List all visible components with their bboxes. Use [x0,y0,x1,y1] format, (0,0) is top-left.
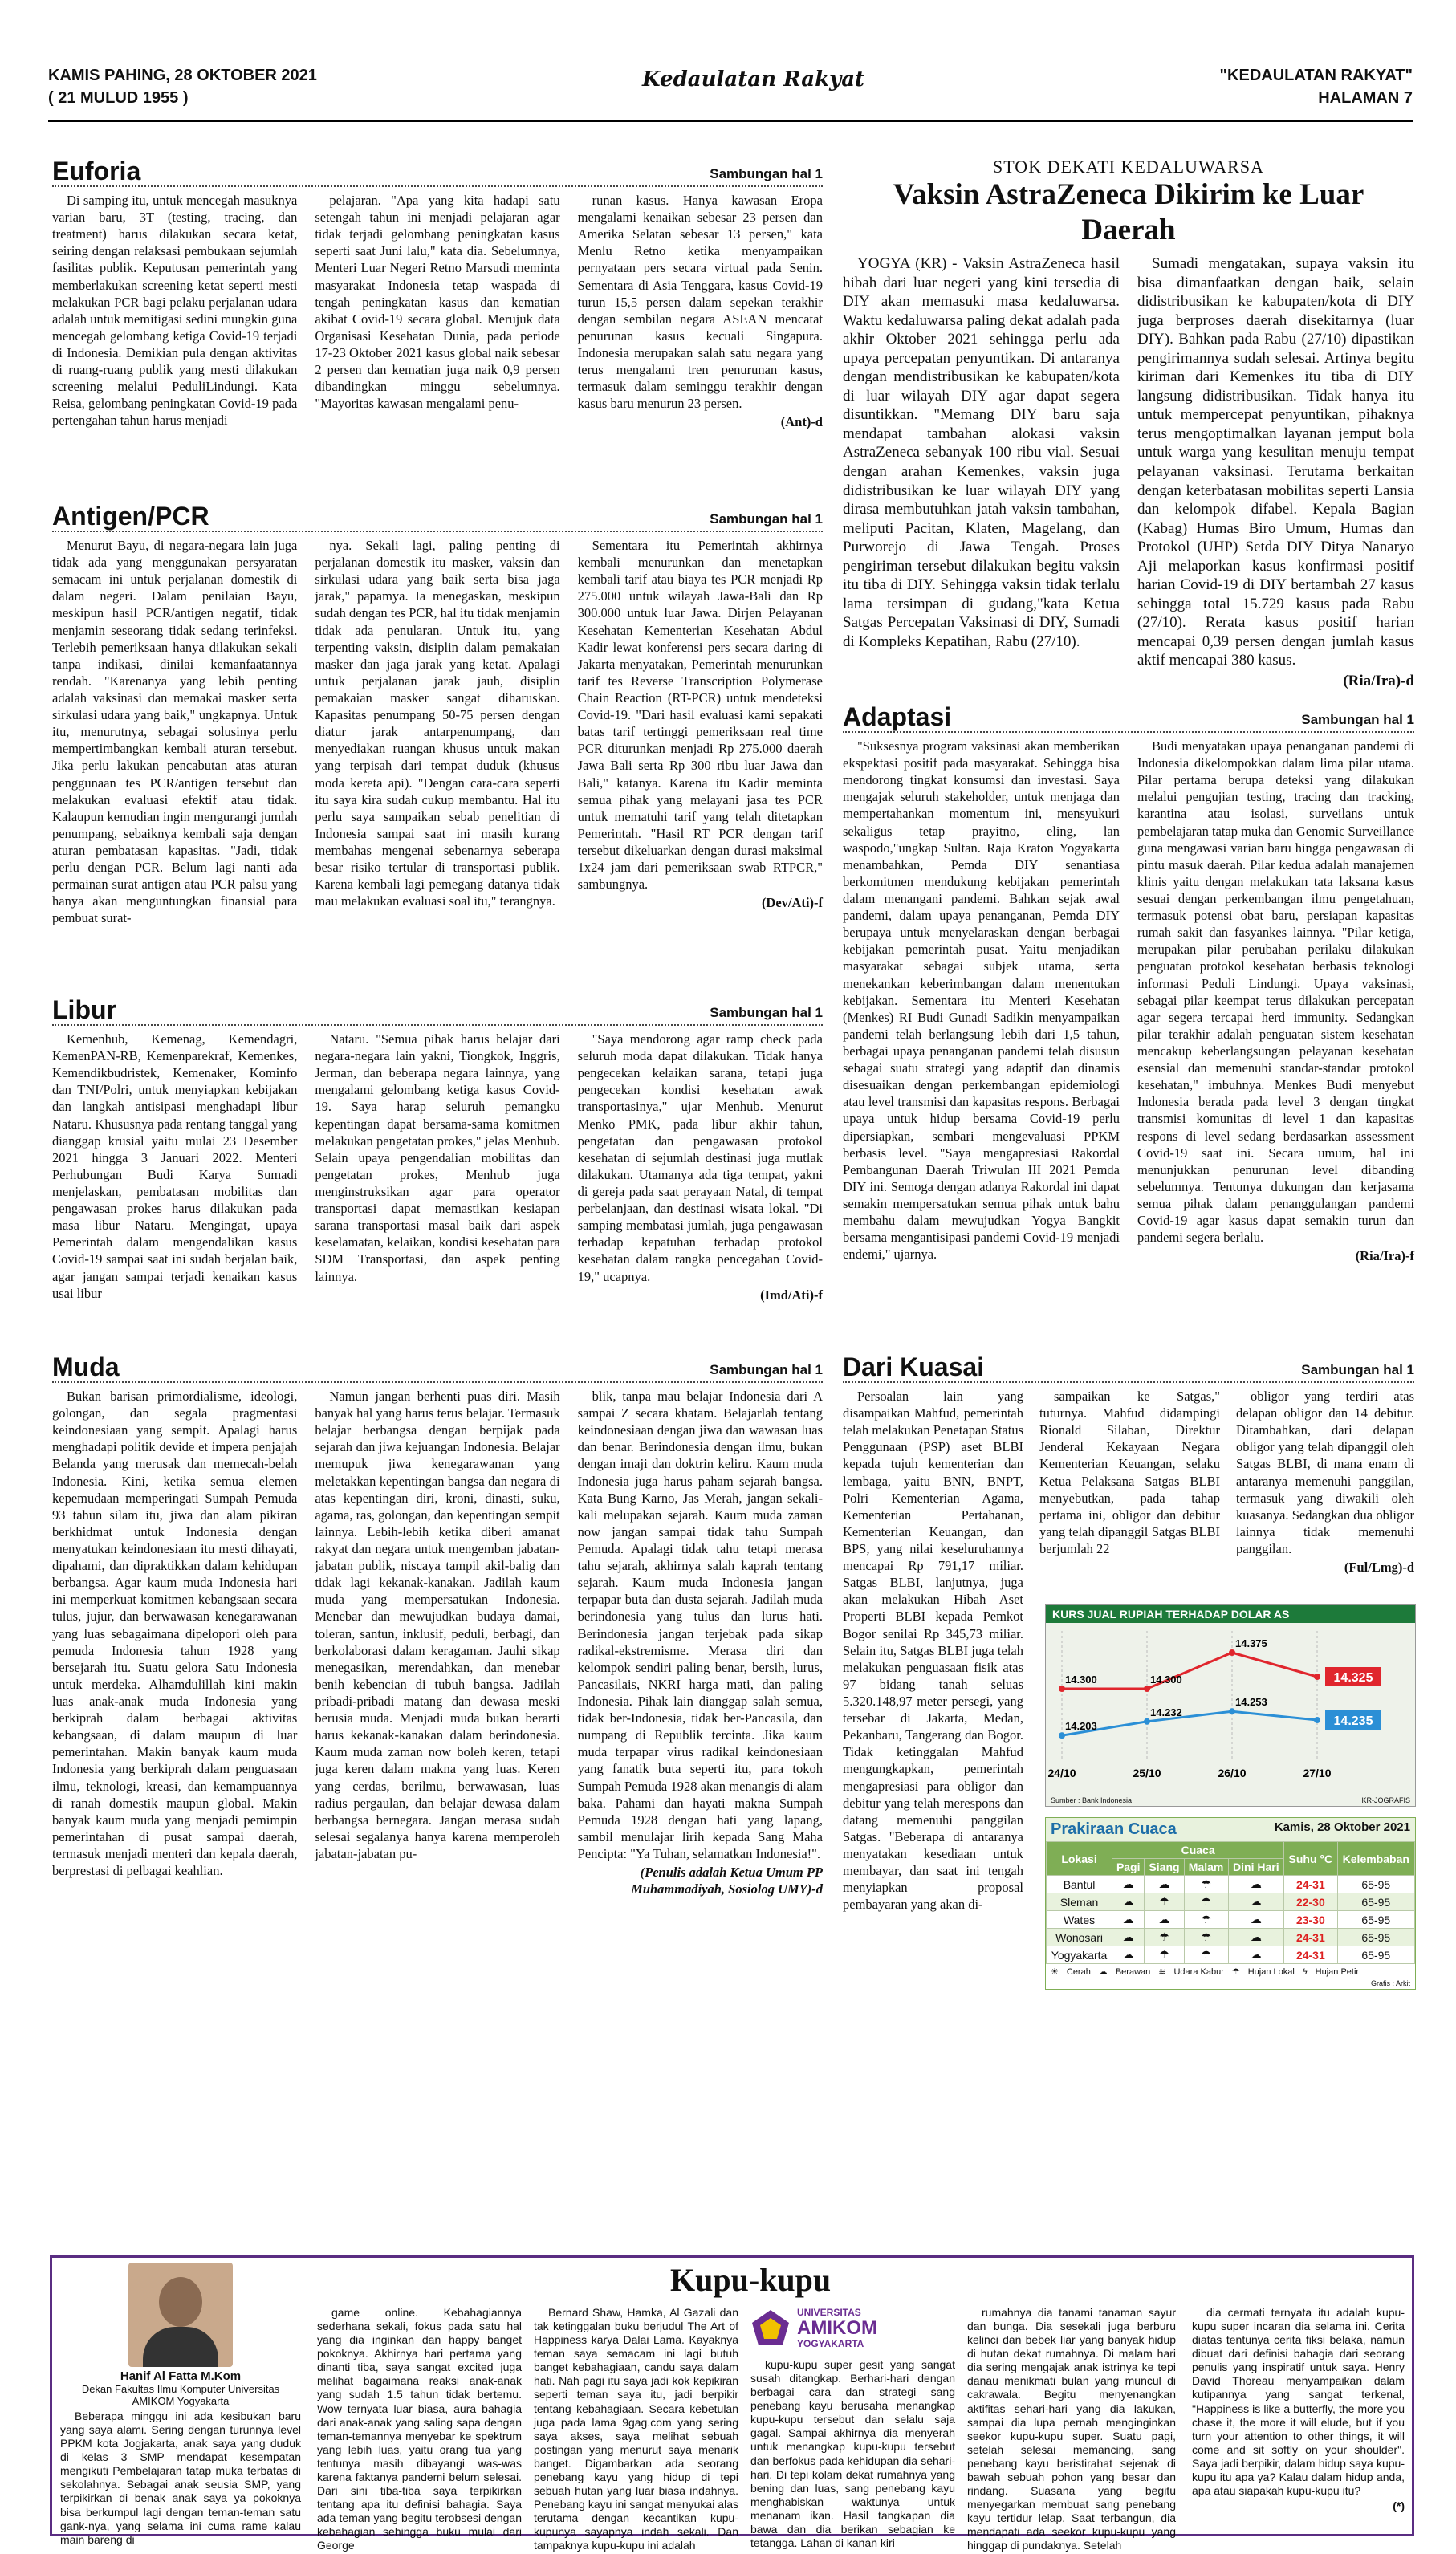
column [1192,2306,1405,2513]
chart-credit: KR-JOGRAFIS [1361,1796,1410,1804]
javanese-date-line: ( 21 MULUD 1955 ) [48,89,189,107]
byline: (Dev/Ati)-f [761,895,823,911]
column [843,738,1120,1264]
location-cell: Wates [1047,1911,1112,1929]
paragraph: Namun jangan berhenti puas diri. Masih banyak hal yang harus terus belajar. Termasuk belajar berbangsa dengan berpijak pada sejarah dan jiwa kejuangan Indonesia. Belajar memupuk jiwa kenegarawanan yang meletakkan kepentingan bangsa dan negara di atas kepentingan diri, kroni, dinasti, suku, agama, ras, golongan, dan kepentingan sempit lainnya. Lebih-lebih ketika diberi amanat rakyat dan negara untuk mengemban jabatan-jabatan publik, niscaya tampil akil-balig dan tidak lagi kekanak-kanakan. Jadilah kaum muda yang mempersatukan Indonesia. Menebar dan mewujudkan budaya damai, toleran, santun, inklusif, peduli, berbagi, dan berkolaborasi dalam keragaman. Jauhi sikap menegasikan, merendahkan, dan menebar benih kebencian di tubuh bangsa. Jadilah pribadi-pribadi matang dan dewasa meski berusia muda. Menjadi muda bukan berarti harus kekanak-kanakan dalam berindonesia. Kaum muda zaman now boleh keren, tetapi juga keren dalam makna yang luas. Keren yang cerdas, berilmu, berwawasan, luas radius pergaulan, dan belajar dewasa dalam berbangsa bernegara. Jangan merasa sudah selesai segalanya hanya karena memperoleh jabatan-jabatan pu- [315,1389,560,1861]
x-tick-label: 24/10 [1047,1767,1076,1779]
column [750,2358,955,2552]
author-role: Dekan Fakultas Ilmu Komputer Universitas AMIKOM Yogyakarta [81,2383,280,2407]
cloud-icon: ☁ [1228,1929,1284,1946]
rain-icon: ☂ [1184,1929,1228,1946]
section-header [52,995,823,1026]
rain-icon: ☂ [1184,1893,1228,1911]
header-malam: Malam [1184,1859,1228,1876]
masthead-date [48,64,317,109]
header-siang: Siang [1145,1859,1184,1876]
paragraph: Kemenhub, Kemenag, Kemendagri, KemenPAN-RB, Kemenparekraf, Kemenkes, Kemendikbudristek, Kemenaker, Kominfo dan TNI/Polri, untuk menyiapkan kebijakan dan langkah antisipasi menghadapi libur Nataru. Khususnya pada rentang tanggal yang dianggap krusial yaitu mulai 23 Desember 2021 hingga 3 Januari 2022. Menteri Perhubungan Budi Karya Sumadi menjelaskan, pembatasan mobilitas dan pengawasan prokes harus dilakukan pada masa libur Nataru. Mengingat, upaya Pemerintah dalam mengendalikan kasus Covid-19 sampai saat ini sudah berjalan baik, agar jangan sampai terjadi kenaikan kasus usai libur [52,1031,298,1301]
weather-forecast [1045,1817,1416,1990]
data-label: 14.300 [1065,1674,1097,1686]
column [843,254,1120,691]
author-name: Hanif Al Fatta M.Kom [120,2369,242,2383]
temp-cell: 22-30 [1284,1893,1337,1911]
header-pagi: Pagi [1112,1859,1145,1876]
article-euforia [52,157,823,431]
continued-label: Sambungan hal 1 [710,1362,823,1377]
continued-label: Sambungan hal 1 [710,166,823,181]
data-point [1059,1686,1065,1692]
rain-icon: ☂ [1231,1967,1240,1977]
paragraph: Menurut Bayu, di negara-negara lain juga tidak ada yang menggunakan persyaratan semacam ini untuk perjalanan domestik di dalam negeri. Dalam penilaian Bayu, meskipun hasil PCR/antigen negatif, tidak menjamin seseorang tidak sedang terinfeksi. Terlebih pemeriksaan hanya dilakukan sekali tanpa indikasi, dinilai kemanfaatannya rendah. "Karenanya yang lebih penting adalah vaksinasi dan memakai masker serta sirkulasi udara yang baik," ungkapnya. Untuk itu, menurutnya, sebagai solusinya perlu mempertimbangkan kembali aturan tersebut. Jika perlu lakukan pencabutan atas aturan penggunaan tes PCR/antigen tersebut dan melakukan evaluasi efektif atau tidak. Kalaupun kemudian ingin mengurangi jumlah penumpang, sebaiknya kembali saja dengan aturan pembatasan kapasitas. "Jadi, tidak perlu dengan PCR. Belum lagi nanti ada permainan surat antigen atau PCR palsu yang hanya akan menguntungkan finansial para pembuat surat- [52,538,298,926]
byline: (*) [1393,2499,1405,2513]
section-header [52,1352,823,1383]
location-cell: Bantul [1047,1876,1112,1893]
cloud-icon: ☁ [1228,1876,1284,1893]
kurs-chart [1045,1604,1416,1807]
section-title: Libur [52,995,116,1024]
paragraph: sampaikan ke Satgas," tuturnya. Mahfud didampingi Rionald Silaban, Direktur Jenderal Kekayaan Negara Kementerian Keuangan, selaku Ketua Pelaksana Satgas BLBI menyebutkan, pada tahap pertama ini, obligor dan debitur yang telah dipanggil Satgas BLBI berjumlah 22 [1039,1389,1220,1556]
page-number: HALAMAN 7 [1318,89,1413,107]
column [1039,1388,1220,1559]
legend-item: Hujan Lokal [1247,1966,1295,1977]
data-label: 14.203 [1065,1720,1097,1733]
column [52,192,297,431]
legend-item: Cerah [1066,1966,1091,1977]
continued-label: Sambungan hal 1 [710,511,823,527]
column [60,2410,301,2547]
humidity-cell: 65-95 [1337,1893,1414,1911]
cloud-icon: ☁ [1145,1911,1184,1929]
paragraph: Persoalan lain yang disampaikan Mahfud, pemerintah telah melakukan Penetapan Status Penggunaan (PSP) aset BLBI kepada tujuh kementerian dan lembaga, yaitu BNN, BNPT, Polri Kementerian Agama, Kementerian Pertahanan, Kementerian Keuangan, dan BPS, yang nilai keseluruhannya mencapai Rp 791,17 miliar. Satgas BLBI, lanjutnya, juga akan melakukan Hibah Aset Properti BLBI kepada Pemkot Bogor senilai Rp 345,73 miliar. Selain itu, Satgas BLBI juga telah melakukan penguasaan fisik atas 97 bidang tanah seluas 5.320.148,97 meter persegi, yang tersebar di Jakarta, Medan, Pekanbaru, Tangerang dan Bogor. Tidak ketinggalan Mahfud mengungkapkan, pemerintah mengapresiasi para obligor dan debitur yang telah merespons dan datang memenuhi panggilan Satgas. "Beberapa di antaranya menyatakan kesediaan untuk membayar, dan saat ini tengah menyiapkan proposal pembayaran yang akan di- [843,1389,1023,1913]
column [52,1031,297,1303]
paragraph: nya. Sekali lagi, paling penting di perjalanan domestik itu masker, vaksin dan sirkulasi udara yang baik serta bisa jaga jarak," papamya. Ia menegaskan, meskipun sudah dengan tes PCR, hal itu tidak menjamin tidak ada penularan. Untuk itu, yang terpenting vaksin, disiplin dalam pemakaian masker dan jaga jarak yang ketat. Apalagi untuk perjalanan jarak jauh, disiplin pemakaian masker sangat diharuskan. Kapasitas penumpang 50-75 persen dengan diatur jarak antarpenumpang, dan menyediakan ruangan khusus untuk makan yang terpisah dari tempat duduk (khusus moda kereta api). "Dengan cara-cara seperti itu saya kira sudah cukup membantu. Hal itu perlu saya sampaikan sebab penelitian di Indonesia sampai saat ini masih kurang membahas mengenai sebenarnya seberapa besar risiko tertular di transportasi publik. Karena kembali lagi pemegang datanya tidak mau melakukan evaluasi soal itu," terangnya. [315,538,560,909]
masthead-rule [48,120,1413,122]
section-header [52,502,823,532]
humidity-cell: 65-95 [1337,1946,1414,1964]
masthead-page [1220,64,1413,109]
article-kupu-kupu [50,2255,1414,2552]
paragraph: Sementara itu Pemerintah akhirnya kembali menurunkan dan menetapkan kembali tarif atau biaya tes PCR menjadi Rp 275.000 untuk wilayah Jawa-Bali dan Rp 300.000 untuk luar Jawa. Dirjen Pelayanan Kesehatan Kementerian Kesehatan Abdul Kadir lewat konferensi pers secara daring di Jakarta menyatakan, Pemerintah menurunkan tarif tes Reverse Transcription Polymerase Chain Reaction (RT-PCR) untuk mendeteksi Covid-19. "Dari hasil evaluasi kami sepakati batas tarif tertinggi pemeriksaan real time PCR diturunkan menjadi Rp 275.000 daerah Jawa Bali serta Rp 300 ribu luar Jawa dan Bali," katanya. Karena itu Kadir meminta semua pihak yang melayani jasa tes PCR untuk mematuhi tarif yang telah ditetapkan Pemerintah. "Hasil RT PCR dengan tarif tersebut dikeluarkan dengan durasi maksimal 1x24 jam dari pemeriksaan swab RTPCR," sambungnya. [577,538,823,893]
weather-legend [1046,1964,1415,1979]
byline: (Imd/Ati)-f [760,1287,823,1303]
column [1137,254,1414,691]
paragraph: Sumadi mengatakan, supaya vaksin itu bisa dimanfaatkan dengan baik, selain didistribusikan ke kabupaten/kota di DIY juga berproses daerah disekitarnya (luar DIY). Bahkan pada Rabu (27/10) dipastikan pengirimannya sudah selesai. Artinya begitu kiriman dari Kemenkes itu tiba di DIY langsung didistribusikan. Tidak hanya itu untuk mempercepat penyuntikan, pihaknya terus mengoptimalkan layanan jemput bola untuk warga yang kesulitan menuju tempat pelayanan vaksinasi. Terutama berkaitan dengan keterbatasan mobilitas seperti Lansia dan kelompok difabel. Kepala Bagian (Kabag) Humas Biro Umum, Humas dan Protokol (UHP) Setda DIY Ditya Nanaryo Aji melaporkan kasus konfirmasi positif harian Covid-19 di DIY bertambah 27 kasus sehingga total 15.729 kasus pada Rabu (27/10). Rerata kasus positif harian mencapai 0,39 persen dengan jumlah kasus aktif mencapai 380 kasus. [1137,255,1414,669]
data-label: 14.232 [1150,1706,1182,1718]
data-label: 14.325 [1333,1671,1373,1685]
column [52,537,297,929]
cloud-icon: ☁ [1145,1876,1184,1893]
section-header [52,157,823,187]
paragraph: Nataru. "Semua pihak harus belajar dari negara-negara lain yakni, Tiongkok, Inggris, Jerman, dan beberapa negara lainnya, yang mengalami gelombang ketiga kasus Covid-19. Saya harap seluruh pemangku kepentingan dapat bersama-sama komitmen melakukan pengetatan prokes," jelas Menhub. Selain upaya pengendalian mobilitas dan pengetatan prokes, Menhub juga menginstruksikan agar para operator transportasi dapat memastikan kesiapan sarana transportasi masal baik dari aspek keselamatan, kelaikan, kondisi kesehatan para SDM Transportasi, dan aspek penting lainnya. [315,1031,560,1284]
column-title: Kupu-kupu [670,2262,832,2298]
cloud-icon: ☁ [1112,1929,1145,1946]
data-label: 14.253 [1235,1696,1267,1709]
header-humidity: Kelembaban [1337,1842,1414,1876]
column [315,192,559,431]
column [315,1388,559,1897]
logo-text: YOGYAKARTA [797,2338,864,2350]
weather-table [1046,1841,1415,1964]
paragraph: "Saya mendorong agar ramp check pada seluruh moda dapat dilakukan. Tidak hanya pengecekan kelaikan sarana, tetapi juga pengecekan kondisi kesehatan awak transportasinya," ujar Menhub. Menurut Menko PMK, pada libur akhir tahun, pengetatan dan pengawasan protokol kesehatan di sejumlah destinasi juga mutlak dilakukan. Utamanya ada tiga tempat, yakni di gereja pada saat perayaan Natal, di tempat perbelanjaan, dan destinasi wisata lokal. "Di samping membatasi jumlah, juga pengawasan terhadap kepatuhan terhadap protokol kesehatan dalam rangka pencegahan Covid-19," ucapnya. [577,1031,823,1284]
amikom-emblem-icon [750,2308,791,2349]
author-photo [128,2263,233,2367]
article-adaptasi [843,702,1414,1264]
table-row [1047,1929,1415,1946]
amikom-logo [750,2304,959,2353]
column [578,192,823,431]
temp-cell: 24-31 [1284,1946,1337,1964]
column [1236,1388,1414,1576]
rain-icon: ☂ [1184,1876,1228,1893]
date-line: KAMIS PAHING, 28 OKTOBER 2021 [48,67,317,84]
byline: (Ful/Lmg)-d [1344,1560,1414,1576]
sun-icon: ☀ [1051,1967,1059,1977]
data-point [1314,1717,1320,1723]
weather-credit: Grafis : Arkit [1370,1979,1410,1987]
legend-item: Berawan [1115,1966,1151,1977]
paragraph: "Suksesnya program vaksinasi akan memberikan ekspektasi positif pada masyarakat. Sehingga bisa mendorong tingkat konsumsi dan investasi. Saya mengajak seluruh stakeholder, untuk menjaga dan mempertahankan momentum ini, mensyukuri sekaligus tetap prayitno, eling, lan waspodo,"ungkap Sultan. Raja Kraton Yogyakarta menambahkan, Pemda DIY senantiasa berkomitmen mendukung kebijakan pemerintah dalam menangani pandemi. Bahkan sejak awal pandemi, dalam upaya penanganan, Pemda DIY berupaya untuk menyelaraskan dengan berbagai kebijakan pemerintah pusat. Yaitu menjadikan masyarakat sebagai subjek utama, serta menekankan keberimbangan dalam menentukan kebijakan. Sementara itu Menteri Kesehatan (Menkes) RI Budi Gunadi Sadikin menyampaikan pandemi telah berlangsung lebih dari 1,5 tahun, berbagai upaya penanganan pandemi telah disusun sebagai suatu strategi yang adaptif dan dinamis disesuaikan dengan perkembangan epidemiologi atau level transmisi dan kapasitas respons. Berbagai upaya untuk hidup bersama Covid-19 perlu dipersiapkan, sembari mengevaluasi PPKM berbasis level. "Saya mengapresiasi Rakordal Pembangunan Daerah Triwulan III 2021 Pemda DIY ini. Semoga dengan adanya Rakordal ini dapat semakin mempersatukan semua pihak untuk bahu membahu dalam mewujudkan Yogya Bangkit bersama mengantisipasi pandemi Covid-19 menjadi endemi," ujarnya. [843,738,1120,1263]
storm-icon: ϟ [1302,1966,1308,1977]
cloud-icon: ☁ [1112,1946,1145,1964]
paragraph: game online. Kebahagiannya sederhana sekali, fokus pada satu hal yang dia inginkan dan happy banget pokoknya. Akhirnya hari pertama yang dinanti tiba, saya sangat excited juga melihat bagaimana reaksi anak-anak yang sudah 1.5 tahun tidak bertemu. Wow ternyata luar biasa, aura bahagia dari anak-anak yang saling sapa dengan teman-temannya menyebar ke spektrum yang lebih luas, yaitu orang tua yang tentunya masih dibayangi was-was karena faktanya pandemi belum selesai. Dari sini tiba-tiba saya terpikirkan tentang apa itu definisi bahagia. Saya ada teman yang begitu terobsesi dengan kebahagian sehingga buku mulai dari George [317,2306,522,2552]
header-cuaca: Cuaca [1112,1842,1284,1859]
paragraph: rumahnya dia tanami tanaman sayur dan bunga. Dia sesekali juga berburu kelinci dan bebek liar yang banyak hidup di hutan dekat rumahnya. Di malam hari dia sering mengajak anak istrinya ke tepi danau menikmati bulan yang muncul di cakrawala. Begitu menyenangkan aktifitas sehari-hari yang dia lakukan, sampai dia lupa pernah menginginkan seekor kupu-kupu super. Suatu pagi, setelah selesai memancing, sang penebang kayu beristirahat sejenak di bawah sebuah pohon yang besar dan rindang. Suasana yang begitu menyegarkan membuat sang penebang kayu tertidur lelap. Saat terbangun, dia mendapati ada seekor kupu-kupu yang hinggap di pundaknya. Setelah [967,2306,1176,2552]
data-point [1229,1708,1235,1714]
series-line [1062,1653,1317,1689]
rain-icon: ☂ [1145,1946,1184,1964]
paragraph: runan kasus. Hanya kawasan Eropa mengalami kenaikan sebesar 23 persen dan Amerika Selatan sebesar 13 persen," kata Menlu Retno ketika menyampaikan pernyataan pers secara virtual pada Senin. Sementara di Asia Tenggara, kasus Covid-19 turun 15,5 persen dalam sepekan terakhir dengan sembilan negara ASEAN mencatat penurunan kasus kecuali Singapura. Indonesia merupakan salah satu negara yang terus mengalami tren penurunan kasus, termasuk dalam seminggu terakhir dengan kasus baru menurun 23 persen. [577,193,823,412]
article-kicker: STOK DEKATI KEDALUWARSA [993,157,1264,177]
table-row [1047,1946,1415,1964]
column [578,537,823,929]
legend-item: Hujan Petir [1315,1966,1360,1977]
data-point [1059,1732,1065,1739]
column [967,2306,1176,2554]
humidity-cell: 65-95 [1337,1876,1414,1893]
table-row [1047,1893,1415,1911]
paragraph: Di samping itu, untuk mencegah masuknya varian baru, 3T (testing, tracing, dan treatment) harus dilakukan secara ketat, seiring dengan relaksasi pembukaan sejumlah fasilitas publik. Keputusan pemerintah yang memberlakukan screening ketat seperti mesti melakukan PCR bagi pelaku perjalanan udara adalah untuk memitigasi sedini mungkin guna mencegah gelombang ketiga Covid-19 terjadi di Indonesia. Demikian pula dengan aktivitas di ruang-ruang publik yang mesti dilakukan screening melalui PeduliLindungi. Kata Reisa, gelombang peningkatan Covid-19 pada pertengahan tahun harus menjadi [52,193,298,429]
section-header [843,702,1414,733]
cloud-icon: ☁ [1228,1893,1284,1911]
rain-icon: ☂ [1145,1929,1184,1946]
paragraph: obligor yang terdiri atas delapan obligor dan 14 debitur. Ditambahkan, dari delapan obligor yang telah dipanggil oleh Satgas BLBI, di mana enam di antaranya memenuhi panggilan, termasuk yang diwakili oleh kuasanya. Sedangkan dua obligor lainnya tidak memenuhi panggilan. [1236,1389,1414,1556]
column [315,537,559,929]
temp-cell: 24-31 [1284,1876,1337,1893]
data-label: 14.300 [1150,1674,1182,1686]
weather-title: Prakiraan Cuaca [1051,1820,1177,1838]
byline: (Ant)-d [780,414,823,430]
data-label: 14.235 [1333,1714,1373,1728]
byline: (Penulis adalah Ketua Umum PP Muhammadiyah, Sosiolog UMY)-d [631,1865,823,1897]
haze-icon: ≋ [1158,1967,1166,1977]
cloud-icon: ☁ [1112,1893,1145,1911]
paragraph: Bukan barisan primordialisme, ideologi, golongan, dan segala pragmentasi keindonesiaan yang sempit. Apalagi harus menghadapi politik devide et impera penjajah Belanda yang merusak dan memecah-belah Indonesia. Kini, ketika semua elemen kepemudaan memperingati Sumpah Pemuda 93 tahun silam itu, jiwa dan alam pikiran berkhidmat untuk Indonesia dengan menyatukan keindonesiaan itu mesti dihayati, dipahami, dan dipraktikkan dalam kehidupan berbangsa. Agar kaum muda Indonesia hari ini memperkuat komitmen kebangsaan secara tulus, jujur, dan berwawasan kenegarawanan yang luas sebagaimana dipelopori oleh para pemuda Indonesia tahun 1928 yang bersejarah itu. Suatu gelora Satu Indonesia untuk merdeka. Alhamdulillah kini makin luas anak-anak muda Indonesia yang berkiprah dalam berbagai aktivitas kebangsaan, di dalam maupun di luar pemerintahan. Makin banyak kaum muda Indonesia yang berkiprah dalam penguasaan ilmu, teknologi, kreasi, dan kemampuannya di ranah domestik maupun global. Makin banyak kaum muda yang menjadi pemimpin pemerintahan di pusat sampai daerah, termasuk menjadi menteri dan kepala daerah, berprestasi di pelbagai keahlian. [52,1389,298,1879]
byline: (Ria/Ira)-f [1355,1248,1414,1264]
byline: (Ria/Ira)-d [1343,673,1414,690]
paragraph: YOGYA (KR) - Vaksin AstraZeneca hasil hibah dari luar negeri yang kini tersedia di DIY akan memasuki masa kedaluwarsa. Waktu kedaluwarsa paling dekat adalah pada akhir Oktober 2021 sehingga perlu ada upaya percepatan penyuntikan. Di antaranya dengan mendistribusikan ke kabupaten/kota di luar wilayah DIY agar dapat segera disuntikkan. "Memang DIY baru saja mendapat tambahan alokasi vaksin AstraZeneca sebanyak 100 ribu vial. Sesuai dengan arahan Kemenkes, vaksin juga didistribusikan ke luar wilayah DIY yang dirasa membutuhkan jatah vaksin tambahan, meliputi Pacitan, Klaten, Magelang, dan Purworejo di Jawa Tengah. Proses pengiriman tersebut dilakukan begitu vaksin itu tiba di DIY. Sehingga vaksin tidak terlalu lama tersimpan di gudang,"kata Ketua Satgas Percepatan Vaksinasi di DIY, Sumadi di Kompleks Kepatihan, Rabu (27/10). [843,255,1120,650]
logo-text: AMIKOM [797,2316,877,2339]
paragraph: Budi menyatakan upaya penanganan pandemi di Indonesia dikelompokkan dalam lima pilar utama. Pilar pertama berupa deteksi yang dilakukan melalui pengujian testing, tracing dan tracking, karantina atau isolasi, surveilans untuk pembelajaran tatap muka dan Genomic Surveillance guna mengawasi varian baru hingga pengawasan di pintu masuk daerah. Pilar kedua adalah manajemen klinis yaitu dengan melakukan tata laksana kasus sesuai dengan perkembangan ilmu pengetahuan, termasuk potensi obat baru, persiapan kapasitas rumah sakit dan fasyankes lainnya. "Pilar ketiga, merupakan pilar perubahan perilaku dilakukan penguatan protokol kesehatan berbasis teknologi informasi Peduli Lindungi. Upaya vaksinasi, sebagai pilar keempat terus dilakukan percepatan agar segera tercapai herd immunity. Sedangkan pilar terakhir adalah penguatan sistem kesehatan mencakup keberlangsungan pelayanan kesehatan esensial dan memenuhi standar-standar protokol kesehatan," imbuhnya. Menkes Budi menyebut Indonesia berada pada level 3 dengan tingkat transmisi komunitas di level 1 dan kapasitas respons di level sedang berdasarkan assessment Covid-19 saat ini. Secara umum, hal ini menunjukkan penurunan level dibanding sebelumnya. Tentunya dukungan dan kerjasama semua pihak dalam penanggulangan pandemi Covid-19 agar kasus dapat semakin turun dan pandemi segera berlalu. [1137,738,1414,1246]
masthead-logo: Kedaulatan Rakyat [642,67,865,92]
paragraph: dia cermati ternyata itu adalah kupu-kupu super incaran dia selama ini. Cerita diatas tentunya cerita fiksi belaka, namun dibuat dari definisi bahagia dari seorang penulis yang inspiratif untuk saya. Henry David Thoreau menyampaikan dalam kutipannya yang sangat terkenal, "Happiness is like a butterfly, the more you chase it, the more it will elude, but if you turn your attention to other things, it will come and sit softly on your shoulder". Saya jadi berpikir, dalam hidup saya kupu-kupu itu apa ya? Kalau dalam hidup anda, apa atau siapakah kupu-kupu itu? [1192,2306,1405,2498]
section-title: Antigen/PCR [52,502,209,531]
header-temp: Suhu °C [1284,1842,1337,1876]
column [843,1388,1023,1914]
paragraph: kupu-kupu super gesit yang sangat susah ditangkap. Berhari-hari dengan berbagai cara dan strategi sang penebang kayu berusaha menangkap kupu-kupu tersebut dan selalu saja gagal. Sampai akhirnya dia menyerah untuk menangkap kupu-kupu tersebut dan berfokus pada kehidupan dia sehari-hari. Di tepi kolam dekat rumahnya yang bening dan luas, sang penebang kayu menghabiskan waktunya untuk menanam ikan. Hasil tangkapan dia bawa dan dia berikan sebagian ke tetangga. Lahan di kanan kiri [750,2358,955,2550]
cloud-icon: ☁ [1098,1967,1108,1977]
column [578,1388,823,1897]
cloud-icon: ☁ [1112,1911,1145,1929]
data-point [1144,1686,1150,1692]
chart-title: KURS JUAL RUPIAH TERHADAP DOLAR AS [1046,1605,1415,1623]
column [578,1031,823,1303]
table-row [1047,1911,1415,1929]
table-row [1047,1876,1415,1893]
cloud-icon: ☁ [1228,1946,1284,1964]
section-title: Muda [52,1352,120,1381]
location-cell: Wonosari [1047,1929,1112,1946]
continued-label: Sambungan hal 1 [1301,712,1414,727]
logo-text: UNIVERSITAS [797,2306,861,2318]
data-point [1314,1674,1320,1680]
paragraph: Bernard Shaw, Hamka, Al Gazali dan tak ketinggalan buku berjudul The Art of Happiness karya Dalai Lama. Kayaknya teman saya semacam ini lagi butuh banget kebahagiaan, candu saya dalam hati. Nah pagi itu saya jadi kok kepikiran seperti teman saya itu, jadi berpikir tentang kebahagiaan. Secara kebetulan juga pada lama 9gag.com yang sering saya akses, saya melihat sebuah postingan yang menurut saya menarik banget. Digambarkan ada seorang penebang kayu yang hidup di tepi sebuah hutan yang luar biasa indahnya. Penebang kayu ini sangat menyukai alas terutama dengan kecantikan kupu-kupunya sayapnya indah sekali. Dan tampaknya kupu-kupu ini adalah [534,2306,738,2552]
article-vaksin [843,157,1414,691]
column [534,2306,738,2554]
paper-name: "KEDAULATAN RAKYAT" [1219,67,1413,84]
column [315,1031,559,1303]
temp-cell: 23-30 [1284,1911,1337,1929]
location-cell: Yogyakarta [1047,1946,1112,1964]
headline: Vaksin AstraZeneca Dikirim ke Luar Daerah [893,178,1364,246]
masthead [48,64,1413,120]
article-antigen-pcr [52,502,823,929]
column [52,1388,297,1897]
article-dari-kuasai [843,1352,1414,2263]
x-tick-label: 25/10 [1133,1767,1161,1779]
series-line [1062,1711,1317,1735]
temp-cell: 24-31 [1284,1929,1337,1946]
rain-icon: ☂ [1184,1911,1228,1929]
x-tick-label: 27/10 [1303,1767,1332,1779]
cloud-icon: ☁ [1112,1876,1145,1893]
humidity-cell: 65-95 [1337,1929,1414,1946]
section-title: Euforia [52,157,141,185]
humidity-cell: 65-95 [1337,1911,1414,1929]
article-libur [52,995,823,1303]
column [317,2306,522,2554]
rain-icon: ☂ [1145,1893,1184,1911]
section-title: Dari Kuasai [843,1352,985,1381]
chart-source: Sumber : Bank Indonesia [1051,1796,1133,1804]
section-header [843,1352,1414,1383]
header-location: Lokasi [1047,1842,1112,1876]
legend-item: Udara Kabur [1173,1966,1224,1977]
author-block [60,2263,301,2548]
location-cell: Sleman [1047,1893,1112,1911]
continued-label: Sambungan hal 1 [710,1005,823,1020]
data-point [1144,1718,1150,1725]
kurs-chart-svg [1046,1623,1413,1783]
x-tick-label: 26/10 [1218,1767,1247,1779]
data-point [1229,1649,1235,1656]
column [1137,738,1414,1264]
paragraph: pelajaran. "Apa yang kita hadapi satu setengah tahun ini menjadi pelajaran agar tidak terjadi gelombang peningkatan kasus seperti saat Juni lalu," kata dia. Sebelumnya, Menteri Luar Negeri Retno Marsudi meminta masyarakat Indonesia tetap waspada di tengah peningkatan kasus dan kematian akibat Covid-19 secara global. Merujuk data Organisasi Kesehatan Dunia, pada periode 17-23 Oktober 2021 kasus global naik sebesar 2 persen dan kematian juga naik 0,9 persen dibandingkan minggu sebelumnya. "Mayoritas kawasan mengalami penu- [315,193,560,412]
section-title: Adaptasi [843,702,952,731]
paragraph: blik, tanpa mau belajar Indonesia dari A sampai Z secara khatam. Belajarlah tentang keindonesiaan dengan jiwa dan wawasan luas dan benar. Berindonesia dengan ilmu, bukan dengan imaji dan doktrin keliru. Kaum muda Indonesia juga harus paham sejarah bangsa. Kata Bung Karno, Jas Merah, jangan sekali-kali melupakan sejarah. Kaum muda zaman now jangan sampai tidak tahu Sumpah Pemuda. Apalagi tidak tahu tetapi merasa tahu sejarah, akhirnya salah kaprah tentang sejarah. Kaum muda Indonesia jangan terpapar buta dan dusta sejarah. Jadilah muda berindonesia yang tulus dan lurus hati. Berindonesia jangan terjebak pada sikap radikal-ekstremisme. Merasa diri dan kelompok sendiri paling benar, bersih, lurus, Pancasilais, NKRI harga mati, dan paling Indonesia. Pihak lain dianggap salah semua, tidak ber-Indonesia, tidak ber-Pancasila, dan numpang di Republik tercinta. Jika kaum muda terpapar virus radikal keindonesiaan yang fanatik buta seperti itu, para tokoh Sumpah Pemuda 1928 akan menangis di alam baka. Pahami dan hayati makna Sumpah Pemuda 1928 dengan hati yang lapang, sambil menulajar lirih kepada Sang Maha Pencipta: "Ya Tuhan, selamatkan Indonesia!". [577,1389,823,1861]
header-dini-hari: Dini Hari [1228,1859,1284,1876]
data-label: 14.375 [1235,1637,1267,1649]
weather-date: Kamis, 28 Oktober 2021 [1274,1820,1410,1834]
article-muda [52,1352,823,1897]
cloud-icon: ☁ [1228,1911,1284,1929]
rain-icon: ☂ [1184,1946,1228,1964]
continued-label: Sambungan hal 1 [1301,1362,1414,1377]
paragraph: Beberapa minggu ini ada kesibukan baru yang saya alami. Sering dengan turunnya level PPKM kota Jogjakarta, anak saya yang duduk di kelas 3 SMP mendapat kesempatan mengikuti Pembelajaran tatap muka terbatas di sekolahnya. Sebagai anak seusia SMP, yang terpikirkan di benak anak saya ya pokoknya bisa berkumpul lagi dengan teman-teman satu gank-nya, yang selama ini cuma rame kalau main bareng di [60,2410,301,2546]
